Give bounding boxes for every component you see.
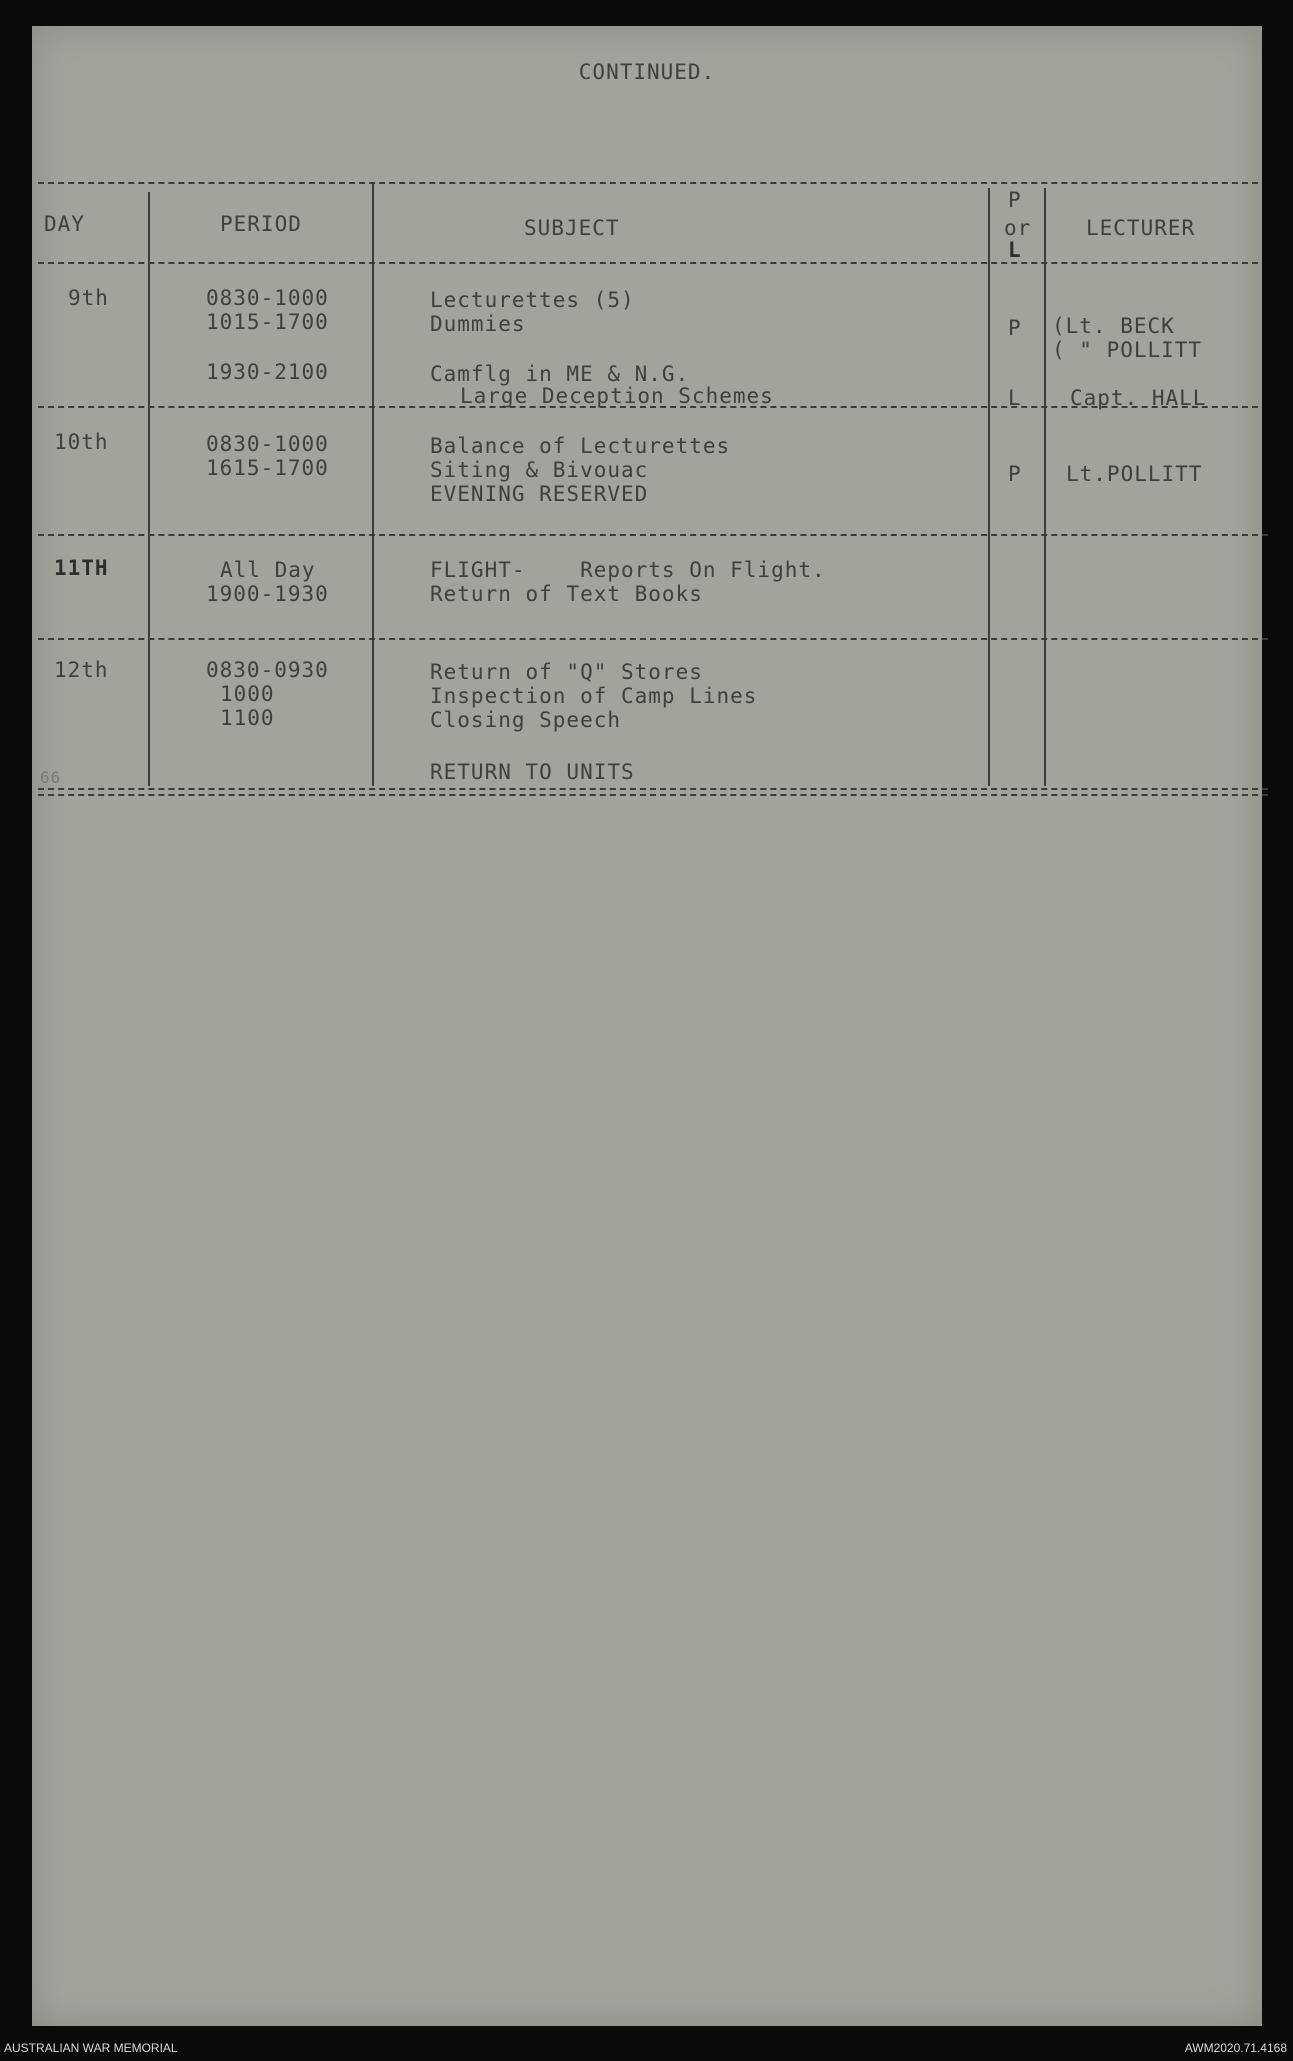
col-header-pl-bot: L	[1008, 238, 1022, 262]
row-rule-2	[38, 534, 1268, 536]
col-rule-pl	[1044, 188, 1046, 786]
table-top-rule	[38, 182, 1258, 184]
row-lecturer: (Lt. BECK	[1052, 314, 1175, 338]
row-subject: Balance of Lecturettes	[430, 434, 731, 458]
row-period: 1015-1700	[206, 310, 329, 334]
row-lecturer: ( " POLLITT	[1052, 338, 1203, 362]
margin-note: 66	[40, 768, 62, 787]
row-period: 1615-1700	[206, 456, 329, 480]
row-subject: Camflg in ME & N.G.	[430, 362, 690, 386]
row-day: 9th	[68, 286, 109, 310]
row-period: 0830-1000	[206, 286, 329, 310]
row-period: 1000	[220, 682, 275, 706]
row-subject: Siting & Bivouac	[430, 458, 649, 482]
col-header-lecturer: LECTURER	[1086, 216, 1196, 240]
row-lecturer: Capt. HALL	[1070, 386, 1207, 410]
table-bottom-rule-2	[38, 794, 1268, 796]
row-day: 10th	[54, 430, 109, 454]
row-subject: Return of "Q" Stores	[430, 660, 703, 684]
row-rule-3	[38, 638, 1268, 640]
row-subject: RETURN TO UNITS	[430, 760, 635, 784]
row-subject: Lecturettes (5)	[430, 288, 635, 312]
header-bottom-rule	[38, 262, 1258, 264]
col-header-pl-mid: or	[1004, 216, 1032, 240]
row-subject: Inspection of Camp Lines	[430, 684, 758, 708]
row-subject: Closing Speech	[430, 708, 622, 732]
row-period: 1900-1930	[206, 582, 329, 606]
col-rule-day	[148, 192, 150, 786]
table-bottom-rule	[38, 788, 1268, 790]
col-header-period: PERIOD	[220, 212, 302, 236]
row-lecturer: Lt.POLLITT	[1066, 462, 1203, 486]
row-pl: P	[1008, 316, 1022, 340]
row-period: 1930-2100	[206, 360, 329, 384]
row-period: 0830-1000	[206, 432, 329, 456]
row-period: All Day	[220, 558, 316, 582]
row-subject: EVENING RESERVED	[430, 482, 649, 506]
footer-left: AUSTRALIAN WAR MEMORIAL	[4, 2041, 178, 2055]
continued-header: CONTINUED.	[578, 60, 716, 84]
row-pl: P	[1008, 462, 1022, 486]
row-period: 1100	[220, 706, 275, 730]
row-subject: Large Deception Schemes	[460, 384, 774, 408]
col-rule-subject	[988, 188, 990, 786]
col-header-day: DAY	[44, 212, 85, 236]
row-subject: Dummies	[430, 312, 526, 336]
row-day: 12th	[54, 658, 109, 682]
row-subject: FLIGHT- Reports On Flight.	[430, 558, 826, 582]
col-header-subject: SUBJECT	[524, 216, 620, 240]
document-page	[32, 26, 1262, 2026]
col-header-pl-top: P	[1008, 188, 1022, 212]
row-subject: Return of Text Books	[430, 582, 703, 606]
footer-right: AWM2020.71.4168	[1184, 2041, 1287, 2055]
row-period: 0830-0930	[206, 658, 329, 682]
row-pl: L	[1008, 386, 1022, 410]
row-day: 11TH	[54, 556, 109, 580]
col-rule-period	[372, 182, 374, 786]
